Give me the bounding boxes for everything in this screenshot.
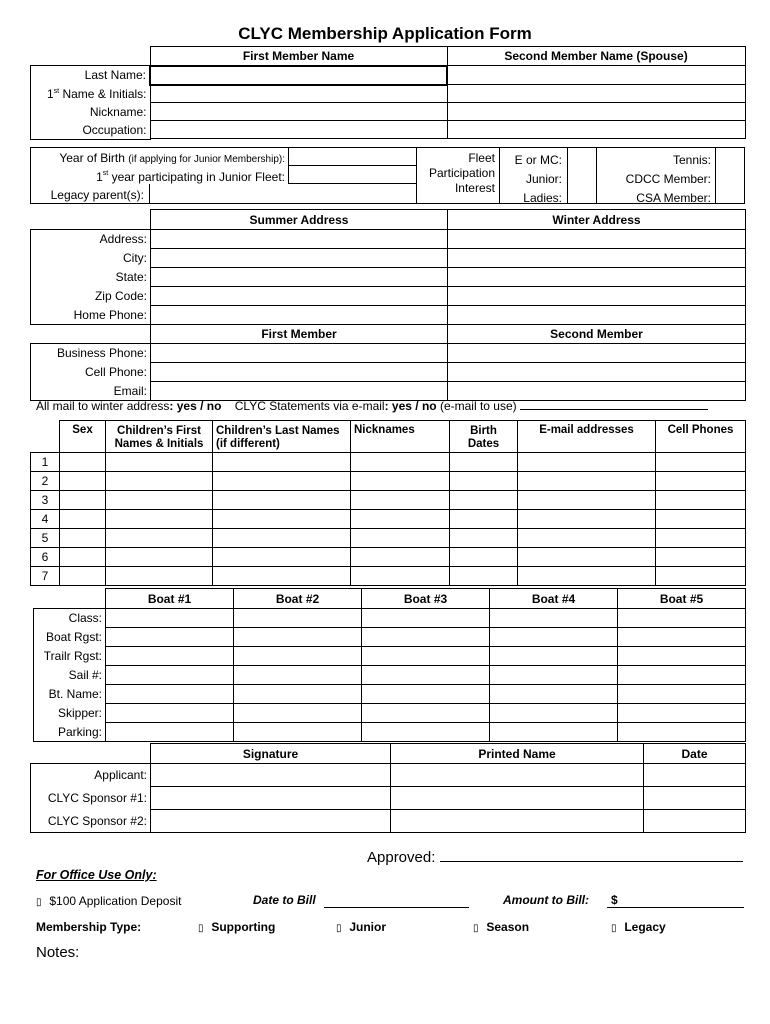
- checkbox-icon[interactable]: ▯: [473, 923, 479, 934]
- summer-home-phone-field[interactable]: [151, 306, 448, 325]
- member-label-box: [30, 65, 151, 140]
- child-nickname-cell[interactable]: [351, 491, 450, 510]
- child-last-name-cell[interactable]: [213, 510, 351, 529]
- table-row: [31, 510, 746, 529]
- nickname-label: Nickname:: [89, 104, 147, 119]
- child-last-name-cell[interactable]: [213, 567, 351, 586]
- row-number: 3: [31, 491, 60, 510]
- child-cell-phone-cell[interactable]: [656, 453, 746, 472]
- club-options-checkbox-column[interactable]: [715, 147, 745, 204]
- first-member-nickname-field[interactable]: [150, 103, 447, 121]
- first-member-last-name-field[interactable]: [150, 66, 447, 85]
- membership-legacy-option[interactable]: ▯ Legacy: [611, 920, 666, 934]
- boat-cell[interactable]: [106, 647, 234, 666]
- boat-cell[interactable]: [234, 666, 362, 685]
- home-phone-label: Home Phone:: [31, 306, 151, 325]
- child-email-cell[interactable]: [518, 567, 656, 586]
- printed-name-header: Printed Name: [391, 744, 644, 764]
- child-birth-date-cell[interactable]: [450, 472, 518, 491]
- child-sex-cell[interactable]: [60, 510, 106, 529]
- child-sex-cell[interactable]: [60, 491, 106, 510]
- child-birth-date-cell[interactable]: [450, 453, 518, 472]
- boat-cell[interactable]: [618, 609, 746, 628]
- boat-cell[interactable]: [618, 666, 746, 685]
- second-email-field[interactable]: [448, 382, 746, 401]
- row-number: 6: [31, 548, 60, 567]
- birth-block: [30, 147, 745, 204]
- child-nickname-cell[interactable]: [351, 567, 450, 586]
- signature-header: Signature: [151, 744, 391, 764]
- fleet-options-checkbox-column[interactable]: [567, 147, 597, 204]
- boat-cell[interactable]: [362, 723, 490, 742]
- second-member-first-name-field[interactable]: [447, 85, 745, 103]
- child-birth-date-cell[interactable]: [450, 510, 518, 529]
- boat-cell[interactable]: [234, 628, 362, 647]
- year-of-birth-field[interactable]: [288, 147, 417, 166]
- child-first-name-cell[interactable]: [106, 472, 213, 491]
- first-cell-phone-field[interactable]: [151, 363, 448, 382]
- skipper-label: Skipper:: [34, 704, 106, 723]
- boat-cell[interactable]: [618, 628, 746, 647]
- date-to-bill-label: Date to Bill: [253, 893, 316, 907]
- last-names-header: Children’s Last Names (if different): [213, 421, 351, 453]
- child-nickname-cell[interactable]: [351, 510, 450, 529]
- email-to-use-line[interactable]: [520, 409, 708, 410]
- child-cell-phone-cell[interactable]: [656, 548, 746, 567]
- cell-phones-header: Cell Phones: [656, 421, 746, 453]
- second-member-nickname-field[interactable]: [447, 103, 745, 121]
- summer-state-field[interactable]: [151, 268, 448, 287]
- second-cell-phone-field[interactable]: [448, 363, 746, 382]
- notes-label: Notes:: [36, 944, 80, 961]
- sponsor-1-signature-field[interactable]: [151, 787, 391, 810]
- first-member-first-name-field[interactable]: [150, 85, 447, 103]
- child-email-cell[interactable]: [518, 510, 656, 529]
- boat-cell[interactable]: [490, 666, 618, 685]
- summer-address-header: Summer Address: [151, 210, 448, 230]
- deposit-label: $100 Application Deposit: [49, 894, 182, 908]
- approved-row: [367, 849, 743, 866]
- boats-table: [33, 588, 746, 742]
- child-last-name-cell[interactable]: [213, 548, 351, 567]
- boat-name-label: Bt. Name:: [34, 685, 106, 704]
- date-header: Date: [644, 744, 746, 764]
- table-row: [31, 567, 746, 586]
- winter-address-header: Winter Address: [448, 210, 746, 230]
- fleet-participation-label: Fleet Participation Interest: [428, 151, 495, 195]
- sail-number-label: Sail #:: [34, 666, 106, 685]
- boat-cell[interactable]: [106, 609, 234, 628]
- email-label: Email:: [31, 382, 151, 401]
- boat-cell[interactable]: [618, 704, 746, 723]
- zip-code-label: Zip Code:: [31, 287, 151, 306]
- child-email-cell[interactable]: [518, 453, 656, 472]
- sponsor-1-label: CLYC Sponsor #1:: [31, 787, 151, 810]
- last-name-label: Last Name:: [84, 68, 146, 82]
- trailr-rgst-label: Trailr Rgst:: [34, 647, 106, 666]
- sponsor-1-printed-name-field[interactable]: [391, 787, 644, 810]
- boat-cell[interactable]: [106, 704, 234, 723]
- membership-supporting-option[interactable]: ▯ Supporting: [198, 920, 276, 934]
- child-sex-cell[interactable]: [60, 529, 106, 548]
- sponsor-2-label: CLYC Sponsor #2:: [31, 810, 151, 833]
- child-last-name-cell[interactable]: [213, 529, 351, 548]
- business-phone-label: Business Phone:: [31, 344, 151, 363]
- child-nickname-cell[interactable]: [351, 529, 450, 548]
- row-number: 5: [31, 529, 60, 548]
- boat-rgst-label: Boat Rgst:: [34, 628, 106, 647]
- boat-cell[interactable]: [490, 704, 618, 723]
- nicknames-header: Nicknames: [351, 421, 450, 453]
- child-cell-phone-cell[interactable]: [656, 529, 746, 548]
- child-first-name-cell[interactable]: [106, 529, 213, 548]
- legacy-parent-label: Legacy parent(s):: [50, 188, 144, 202]
- boat-cell[interactable]: [234, 647, 362, 666]
- winter-mail-options[interactable]: : yes / no: [169, 399, 222, 413]
- child-email-cell[interactable]: [518, 491, 656, 510]
- boat-cell[interactable]: [618, 685, 746, 704]
- child-sex-cell[interactable]: [60, 453, 106, 472]
- child-birth-date-cell[interactable]: [450, 529, 518, 548]
- child-first-name-cell[interactable]: [106, 548, 213, 567]
- child-first-name-cell[interactable]: [106, 491, 213, 510]
- children-table: [30, 420, 746, 586]
- legacy-parent-field[interactable]: [149, 184, 417, 204]
- boat-cell[interactable]: [362, 685, 490, 704]
- boat-cell[interactable]: [362, 666, 490, 685]
- boat-cell[interactable]: [362, 628, 490, 647]
- child-birth-date-cell[interactable]: [450, 548, 518, 567]
- fleet-options: E or MC: Junior: Ladies:: [514, 153, 562, 205]
- child-last-name-cell[interactable]: [213, 453, 351, 472]
- table-row: [31, 548, 746, 567]
- applicant-printed-name-field[interactable]: [391, 764, 644, 787]
- boat-cell[interactable]: [490, 647, 618, 666]
- checkbox-icon[interactable]: ▯: [36, 897, 42, 908]
- first-name-initials-label: 1st Name & Initials:: [46, 86, 147, 101]
- boat-cell[interactable]: [234, 609, 362, 628]
- second-member-occupation-field[interactable]: [447, 121, 745, 139]
- boat-cell[interactable]: [490, 628, 618, 647]
- boat-4-header: Boat #4: [490, 589, 618, 609]
- statements-label: CLYC Statements via e-mail: [234, 399, 385, 413]
- cell-phone-label: Cell Phone:: [31, 363, 151, 382]
- boat-cell[interactable]: [106, 723, 234, 742]
- statements-options[interactable]: : yes / no: [384, 399, 437, 413]
- sponsor-2-signature-field[interactable]: [151, 810, 391, 833]
- second-member-last-name-field[interactable]: [447, 66, 745, 85]
- boat-cell[interactable]: [618, 723, 746, 742]
- child-email-cell[interactable]: [518, 529, 656, 548]
- birth-dates-header: Birth Dates: [450, 421, 518, 453]
- winter-home-phone-field[interactable]: [448, 306, 746, 325]
- child-cell-phone-cell[interactable]: [656, 510, 746, 529]
- table-row: [31, 529, 746, 548]
- year-of-birth-label: Year of Birth (if applying for Junior Membership):: [59, 151, 285, 165]
- boat-cell[interactable]: [234, 685, 362, 704]
- boat-cell[interactable]: [490, 723, 618, 742]
- sponsor-2-printed-name-field[interactable]: [391, 810, 644, 833]
- first-business-phone-field[interactable]: [151, 344, 448, 363]
- first-year-junior-fleet-label: 1st year participating in Junior Fleet:: [96, 170, 285, 184]
- parking-label: Parking:: [34, 723, 106, 742]
- table-row: [31, 491, 746, 510]
- deposit-option[interactable]: [36, 894, 181, 908]
- boat-1-header: Boat #1: [106, 589, 234, 609]
- membership-junior-option[interactable]: ▯ Junior: [336, 920, 387, 934]
- child-last-name-cell[interactable]: [213, 472, 351, 491]
- winter-address-field[interactable]: [448, 230, 746, 249]
- child-last-name-cell[interactable]: [213, 491, 351, 510]
- approved-line[interactable]: [440, 861, 743, 862]
- address-label: Address:: [31, 230, 151, 249]
- checkbox-icon[interactable]: ▯: [336, 923, 342, 934]
- email-addresses-header: E-mail addresses: [518, 421, 656, 453]
- amount-to-bill-line[interactable]: [607, 907, 744, 908]
- child-sex-cell[interactable]: [60, 548, 106, 567]
- child-nickname-cell[interactable]: [351, 548, 450, 567]
- winter-city-field[interactable]: [448, 249, 746, 268]
- membership-season-option[interactable]: ▯ Season: [473, 920, 530, 934]
- boat-cell[interactable]: [362, 609, 490, 628]
- club-options: Tennis: CDCC Member: CSA Member:: [625, 153, 711, 205]
- child-nickname-cell[interactable]: [351, 472, 450, 491]
- date-to-bill-line[interactable]: [324, 907, 469, 908]
- sponsor-2-date-field[interactable]: [644, 810, 746, 833]
- first-names-header: Children’s First Names & Initials: [106, 421, 213, 453]
- boat-cell[interactable]: [106, 666, 234, 685]
- summer-city-field[interactable]: [151, 249, 448, 268]
- city-label: City:: [31, 249, 151, 268]
- boat-cell[interactable]: [490, 609, 618, 628]
- approved-label: Approved:: [367, 849, 436, 866]
- applicant-label: Applicant:: [31, 764, 151, 787]
- boat-cell[interactable]: [490, 685, 618, 704]
- form-title: CLYC Membership Application Form: [238, 24, 532, 43]
- first-email-field[interactable]: [151, 382, 448, 401]
- membership-type-label: Membership Type:: [36, 920, 142, 934]
- second-member-header: Second Member: [448, 325, 746, 344]
- class-label: Class:: [34, 609, 106, 628]
- child-first-name-cell[interactable]: [106, 567, 213, 586]
- row-number: 1: [31, 453, 60, 472]
- boat-cell[interactable]: [234, 723, 362, 742]
- child-cell-phone-cell[interactable]: [656, 567, 746, 586]
- first-member-name-header: First Member Name: [150, 47, 447, 66]
- boat-cell[interactable]: [106, 685, 234, 704]
- applicant-date-field[interactable]: [644, 764, 746, 787]
- child-sex-cell[interactable]: [60, 567, 106, 586]
- boat-5-header: Boat #5: [618, 589, 746, 609]
- child-first-name-cell[interactable]: [106, 453, 213, 472]
- boat-cell[interactable]: [618, 647, 746, 666]
- child-cell-phone-cell[interactable]: [656, 491, 746, 510]
- child-email-cell[interactable]: [518, 548, 656, 567]
- boat-cell[interactable]: [106, 628, 234, 647]
- child-birth-date-cell[interactable]: [450, 567, 518, 586]
- winter-state-field[interactable]: [448, 268, 746, 287]
- boat-cell[interactable]: [362, 704, 490, 723]
- office-use-heading: For Office Use Only:: [36, 868, 157, 882]
- child-first-name-cell[interactable]: [106, 510, 213, 529]
- table-row: [31, 453, 746, 472]
- sex-header: Sex: [60, 421, 106, 453]
- child-sex-cell[interactable]: [60, 472, 106, 491]
- child-birth-date-cell[interactable]: [450, 491, 518, 510]
- boat-2-header: Boat #2: [234, 589, 362, 609]
- winter-zip-field[interactable]: [448, 287, 746, 306]
- boat-3-header: Boat #3: [362, 589, 490, 609]
- table-row: [31, 472, 746, 491]
- occupation-label: Occupation:: [82, 122, 147, 137]
- second-member-name-header: Second Member Name (Spouse): [447, 47, 745, 66]
- summer-zip-field[interactable]: [151, 287, 448, 306]
- child-nickname-cell[interactable]: [351, 453, 450, 472]
- sponsor-1-date-field[interactable]: [644, 787, 746, 810]
- summer-address-field[interactable]: [151, 230, 448, 249]
- address-table: [30, 209, 746, 401]
- row-number: 4: [31, 510, 60, 529]
- boat-cell[interactable]: [362, 647, 490, 666]
- first-member-occupation-field[interactable]: [150, 121, 447, 139]
- state-label: State:: [31, 268, 151, 287]
- second-business-phone-field[interactable]: [448, 344, 746, 363]
- row-number: 2: [31, 472, 60, 491]
- dollar-sign: $: [611, 893, 618, 907]
- checkbox-icon[interactable]: ▯: [198, 923, 204, 934]
- child-cell-phone-cell[interactable]: [656, 472, 746, 491]
- row-number: 7: [31, 567, 60, 586]
- child-email-cell[interactable]: [518, 472, 656, 491]
- checkbox-icon[interactable]: ▯: [611, 923, 617, 934]
- first-member-header: First Member: [151, 325, 448, 344]
- winter-mail-label: All mail to winter address: [36, 399, 170, 413]
- boat-cell[interactable]: [234, 704, 362, 723]
- applicant-signature-field[interactable]: [151, 764, 391, 787]
- email-note: (e-mail to use): [439, 399, 517, 413]
- amount-to-bill-label: Amount to Bill:: [503, 893, 589, 907]
- first-year-field[interactable]: [288, 165, 417, 184]
- mail-preferences: [36, 399, 708, 413]
- signature-table: [30, 743, 746, 833]
